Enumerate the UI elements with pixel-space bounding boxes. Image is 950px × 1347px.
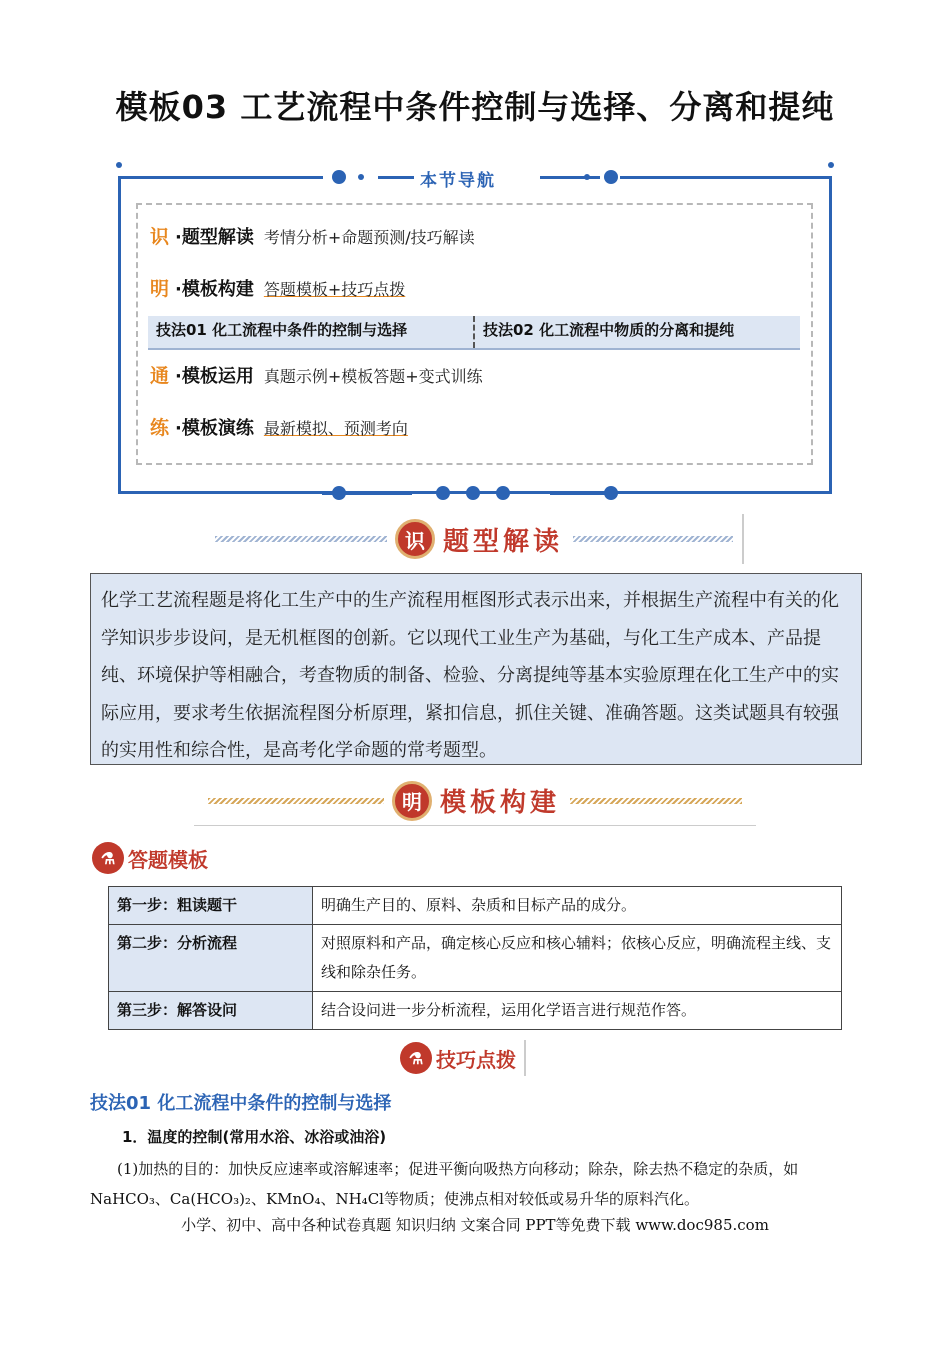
nav-corner-dot (116, 162, 122, 168)
section-banner-interpret (206, 514, 744, 564)
nav-tech-bar (148, 316, 800, 350)
flask-icon: ⚗ (92, 842, 124, 874)
nav-char: 明 (150, 278, 170, 300)
steps-table (108, 886, 842, 1030)
banner-title: 题型解读 (442, 526, 563, 557)
banner-badge: 识 (395, 519, 435, 559)
nav-bottom-line (550, 492, 610, 495)
nav-row-apply (150, 361, 483, 388)
footer-text: 小学、初中、高中各种试卷真题 知识归纳 文案合同 PPT等免费下载 www.doc985.com (181, 1216, 769, 1234)
tag-tips (400, 1040, 526, 1076)
nav-sub-link[interactable]: 答题模板+技巧点拨 (263, 280, 406, 299)
nav-char: 练 (150, 417, 170, 439)
nav-tech-1[interactable]: 技法01 化工流程中条件的控制与选择 (148, 316, 475, 348)
nav-char: 通 (150, 365, 170, 387)
nav-char: 识 (150, 226, 170, 248)
nav-row-read (150, 222, 475, 249)
tag-label: 技巧点拨 (436, 1047, 516, 1072)
nav-dot (332, 486, 346, 500)
nav-corner-dot (828, 162, 834, 168)
nav-row-build (150, 274, 405, 301)
step-key: 第二步：分析流程 (109, 925, 313, 992)
banner-badge: 明 (392, 781, 432, 821)
nav-main: ·模板演练 (175, 418, 254, 439)
nav-heading: 本节导航 (420, 171, 496, 191)
tag-label: 答题模板 (128, 847, 208, 872)
technique-heading: 技法01 化工流程中条件的控制与选择 (90, 1093, 392, 1114)
tag-answer-template (92, 842, 208, 874)
nav-main: ·模板构建 (175, 279, 254, 300)
step-value: 对照原料和产品，确定核心反应和核心辅料；依核心反应，明确流程主线、支线和除杂任务。 (313, 925, 842, 992)
body-paragraph: (1)加热的目的：加快反应速率或溶解速率；促进平衡向吸热方向移动；除杂，除去热不稳定的杂质，如NaHCO₃、Ca(HCO₃)₂、KMnO₄、NH₄Cl等物质；使沸点相对较低或易升华的原料汽化。 (90, 1160, 799, 1208)
nav-sub-link[interactable]: 最新模拟、预测考向 (263, 419, 408, 438)
nav-sub: 考情分析+命题预测/技巧解读 (263, 228, 475, 247)
nav-dot (496, 486, 510, 500)
nav-main: ·模板运用 (175, 366, 254, 387)
nav-dot (466, 486, 480, 500)
nav-dot (604, 486, 618, 500)
subheading: 1．温度的控制(常用水浴、冰浴或油浴) (122, 1128, 387, 1146)
intro-paragraph: 化学工艺流程题是将化工生产中的生产流程用框图形式表示出来，并根据生产流程中有关的化学知识步步设问，是无机框图的创新。它以现代工业生产为基础，与化工生产成本、产品提纯、环境保护等相融合，考查物质的制备、检验、分离提纯等基本实验原理在化工生产中的实际应用，要求考生依据流程图分析原理，紧扣信息，抓住关键、准确答题。这类试题具有较强的实用性和综合性，是高考化学命题的常考题型。 (90, 573, 862, 765)
step-key: 第一步：粗读题干 (109, 887, 313, 925)
section-banner-build (194, 776, 756, 826)
banner-title: 模板构建 (439, 788, 560, 818)
step-value: 明确生产目的、原料、杂质和目标产品的成分。 (313, 887, 842, 925)
page-title: 模板03 工艺流程中条件控制与选择、分离和提纯 (115, 88, 835, 126)
nav-sub: 真题示例+模板答题+变式训练 (263, 367, 483, 386)
banner-stripe (570, 798, 742, 804)
table-row (109, 887, 842, 925)
nav-main: ·题型解读 (175, 227, 254, 248)
step-key: 第三步：解答设问 (109, 992, 313, 1030)
table-row (109, 925, 842, 992)
banner-stripe (208, 798, 384, 804)
step-value: 结合设问进一步分析流程，运用化学语言进行规范作答。 (313, 992, 842, 1030)
nav-row-practice (150, 413, 408, 440)
table-row (109, 992, 842, 1030)
nav-dot (436, 486, 450, 500)
nav-tech-2[interactable]: 技法02 化工流程中物质的分离和提纯 (483, 321, 735, 339)
flask-icon: ⚗ (400, 1042, 432, 1074)
banner-stripe (215, 536, 387, 542)
banner-stripe (573, 536, 733, 542)
